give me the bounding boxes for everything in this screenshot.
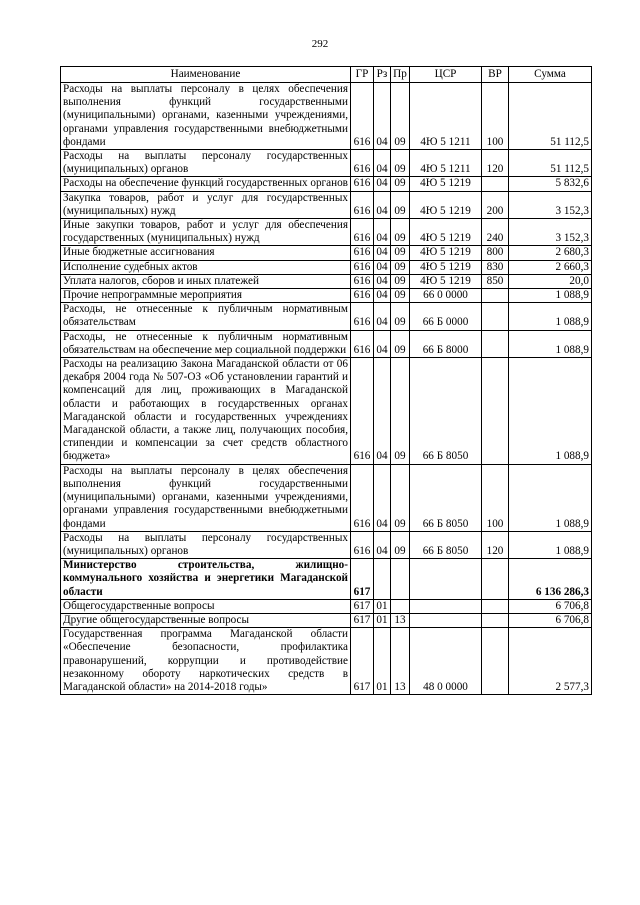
- row-name: Расходы на выплаты персоналу в целях обеспечения выполнения функций государственными (муниципальными) органами, казенными учреждениями, органами управления государственными внебюджетными фондами: [61, 464, 351, 531]
- row-sum: 3 152,3: [509, 191, 592, 218]
- row-csr: 4Ю 5 1219: [410, 177, 482, 191]
- row-sum: 1 088,9: [509, 303, 592, 330]
- row-rz: 04: [374, 83, 391, 150]
- row-rz: 04: [374, 246, 391, 260]
- row-vr: 200: [482, 191, 509, 218]
- row-csr: 4Ю 5 1219: [410, 219, 482, 246]
- row-rz: 04: [374, 177, 391, 191]
- row-name: Прочие непрограммные мероприятия: [61, 289, 351, 303]
- row-gr: 616: [351, 303, 374, 330]
- row-gr: 617: [351, 599, 374, 613]
- row-gr: 616: [351, 260, 374, 274]
- row-gr: 616: [351, 464, 374, 531]
- row-gr: 616: [351, 289, 374, 303]
- row-pr: 09: [391, 219, 410, 246]
- row-vr: 240: [482, 219, 509, 246]
- row-rz: 01: [374, 599, 391, 613]
- row-csr: 66 Б 0000: [410, 303, 482, 330]
- row-vr: [482, 628, 509, 695]
- row-sum: 2 660,3: [509, 260, 592, 274]
- header-name: Наименование: [61, 67, 351, 83]
- row-name: Государственная программа Магаданской области «Обеспечение безопасности, профилактика правонарушений, коррупции и противодействие незаконному обороту наркотических средств в Магаданской области» на 2014-2018 годы»: [61, 628, 351, 695]
- header-pr: Пр: [391, 67, 410, 83]
- row-name: Закупка товаров, работ и услуг для государственных (муниципальных) нужд: [61, 191, 351, 218]
- table-row: [61, 628, 592, 695]
- header-gr: ГР: [351, 67, 374, 83]
- budget-table: [60, 66, 592, 695]
- row-csr: [410, 559, 482, 600]
- row-sum: 1 088,9: [509, 358, 592, 465]
- row-vr: [482, 289, 509, 303]
- table-row: [61, 219, 592, 246]
- row-pr: 09: [391, 191, 410, 218]
- table-row: [61, 246, 592, 260]
- row-vr: 120: [482, 150, 509, 177]
- row-rz: 04: [374, 219, 391, 246]
- row-name: Общегосударственные вопросы: [61, 599, 351, 613]
- row-csr: 66 Б 8050: [410, 358, 482, 465]
- row-sum: 6 706,8: [509, 599, 592, 613]
- row-csr: 66 0 0000: [410, 289, 482, 303]
- row-pr: 09: [391, 531, 410, 558]
- row-vr: [482, 559, 509, 600]
- row-sum: 1 088,9: [509, 330, 592, 357]
- row-pr: 09: [391, 358, 410, 465]
- row-csr: [410, 613, 482, 627]
- row-sum: 51 112,5: [509, 83, 592, 150]
- header-sum: Сумма: [509, 67, 592, 83]
- row-name: Исполнение судебных актов: [61, 260, 351, 274]
- row-csr: 66 Б 8050: [410, 531, 482, 558]
- table-row: [61, 177, 592, 191]
- row-sum: 3 152,3: [509, 219, 592, 246]
- row-pr: 09: [391, 83, 410, 150]
- table-row: [61, 613, 592, 627]
- row-rz: 04: [374, 464, 391, 531]
- row-gr: 616: [351, 330, 374, 357]
- table-row: [61, 358, 592, 465]
- row-gr: 616: [351, 358, 374, 465]
- row-rz: 04: [374, 303, 391, 330]
- row-csr: 4Ю 5 1219: [410, 274, 482, 288]
- table-row: [61, 531, 592, 558]
- page-number: 292: [311, 38, 329, 50]
- row-csr: 4Ю 5 1211: [410, 83, 482, 150]
- table-row: [61, 464, 592, 531]
- row-csr: 48 0 0000: [410, 628, 482, 695]
- table-row: [61, 260, 592, 274]
- row-name: Уплата налогов, сборов и иных платежей: [61, 274, 351, 288]
- row-gr: 616: [351, 246, 374, 260]
- row-csr: 4Ю 5 1219: [410, 246, 482, 260]
- row-vr: [482, 303, 509, 330]
- table-row: [61, 191, 592, 218]
- table-row: [61, 83, 592, 150]
- row-name: Расходы на реализацию Закона Магаданской области от 06 декабря 2004 года № 507-ОЗ «Об установлении гарантий и компенсаций для лиц, проживающих в Магаданской области и работающих в государственных органах Магаданской области и государственных учреждениях Магаданской области, а также лиц, получающих пособия, стипендии и компенсации за счет средств областного бюджета»: [61, 358, 351, 465]
- row-sum: 6 706,8: [509, 613, 592, 627]
- row-gr: 617: [351, 628, 374, 695]
- header-csr: ЦСР: [410, 67, 482, 83]
- row-gr: 617: [351, 613, 374, 627]
- row-csr: 66 Б 8050: [410, 464, 482, 531]
- row-csr: 4Ю 5 1211: [410, 150, 482, 177]
- row-rz: 01: [374, 628, 391, 695]
- table-row: [61, 330, 592, 357]
- row-vr: 120: [482, 531, 509, 558]
- row-rz: 04: [374, 191, 391, 218]
- row-rz: 04: [374, 260, 391, 274]
- row-gr: 617: [351, 559, 374, 600]
- row-pr: 09: [391, 303, 410, 330]
- row-gr: 616: [351, 219, 374, 246]
- row-name: Другие общегосударственные вопросы: [61, 613, 351, 627]
- row-name: Расходы на обеспечение функций государственных органов: [61, 177, 351, 191]
- row-pr: [391, 559, 410, 600]
- header-vr: ВР: [482, 67, 509, 83]
- row-rz: 01: [374, 613, 391, 627]
- row-sum: 2 680,3: [509, 246, 592, 260]
- row-pr: 09: [391, 330, 410, 357]
- row-sum: 1 088,9: [509, 289, 592, 303]
- row-name: Расходы, не отнесенные к публичным нормативным обязательствам: [61, 303, 351, 330]
- row-name: Министерство строительства, жилищно-коммунального хозяйства и энергетики Магаданской области: [61, 559, 351, 600]
- row-sum: 20,0: [509, 274, 592, 288]
- row-name: Расходы на выплаты персоналу государственных (муниципальных) органов: [61, 531, 351, 558]
- table-row: [61, 289, 592, 303]
- row-vr: 800: [482, 246, 509, 260]
- row-vr: [482, 358, 509, 465]
- row-vr: [482, 330, 509, 357]
- row-gr: 616: [351, 83, 374, 150]
- row-vr: [482, 613, 509, 627]
- row-sum: 1 088,9: [509, 531, 592, 558]
- row-gr: 616: [351, 531, 374, 558]
- table-row: [61, 274, 592, 288]
- row-sum: 5 832,6: [509, 177, 592, 191]
- row-pr: 13: [391, 613, 410, 627]
- row-vr: 850: [482, 274, 509, 288]
- table-row: [61, 559, 592, 600]
- row-csr: 66 Б 8000: [410, 330, 482, 357]
- row-pr: 13: [391, 628, 410, 695]
- row-csr: 4Ю 5 1219: [410, 191, 482, 218]
- row-pr: 09: [391, 260, 410, 274]
- row-pr: 09: [391, 246, 410, 260]
- row-pr: 09: [391, 150, 410, 177]
- row-sum: 51 112,5: [509, 150, 592, 177]
- row-sum: 2 577,3: [509, 628, 592, 695]
- row-rz: 04: [374, 531, 391, 558]
- row-gr: 616: [351, 177, 374, 191]
- row-csr: [410, 599, 482, 613]
- row-pr: 09: [391, 177, 410, 191]
- row-vr: [482, 599, 509, 613]
- row-name: Расходы на выплаты персоналу в целях обеспечения выполнения функций государственными (муниципальными) органами, казенными учреждениями, органами управления государственными внебюджетными фондами: [61, 83, 351, 150]
- header-rz: Рз: [374, 67, 391, 83]
- row-pr: [391, 599, 410, 613]
- row-name: Иные бюджетные ассигнования: [61, 246, 351, 260]
- row-rz: 04: [374, 274, 391, 288]
- row-rz: 04: [374, 150, 391, 177]
- row-vr: 100: [482, 464, 509, 531]
- row-rz: 04: [374, 358, 391, 465]
- row-pr: 09: [391, 274, 410, 288]
- table-row: [61, 150, 592, 177]
- row-name: Расходы, не отнесенные к публичным нормативным обязательствам на обеспечение мер социальной поддержки: [61, 330, 351, 357]
- table-row: [61, 599, 592, 613]
- row-vr: 100: [482, 83, 509, 150]
- row-gr: 616: [351, 274, 374, 288]
- row-pr: 09: [391, 289, 410, 303]
- row-rz: [374, 559, 391, 600]
- row-sum: 6 136 286,3: [509, 559, 592, 600]
- row-vr: 830: [482, 260, 509, 274]
- row-gr: 616: [351, 191, 374, 218]
- row-name: Иные закупки товаров, работ и услуг для обеспечения государственных (муниципальных) нужд: [61, 219, 351, 246]
- row-name: Расходы на выплаты персоналу государственных (муниципальных) органов: [61, 150, 351, 177]
- header-row: [61, 67, 592, 83]
- row-sum: 1 088,9: [509, 464, 592, 531]
- row-pr: 09: [391, 464, 410, 531]
- row-vr: [482, 177, 509, 191]
- row-rz: 04: [374, 330, 391, 357]
- row-csr: 4Ю 5 1219: [410, 260, 482, 274]
- row-gr: 616: [351, 150, 374, 177]
- table-row: [61, 303, 592, 330]
- row-rz: 04: [374, 289, 391, 303]
